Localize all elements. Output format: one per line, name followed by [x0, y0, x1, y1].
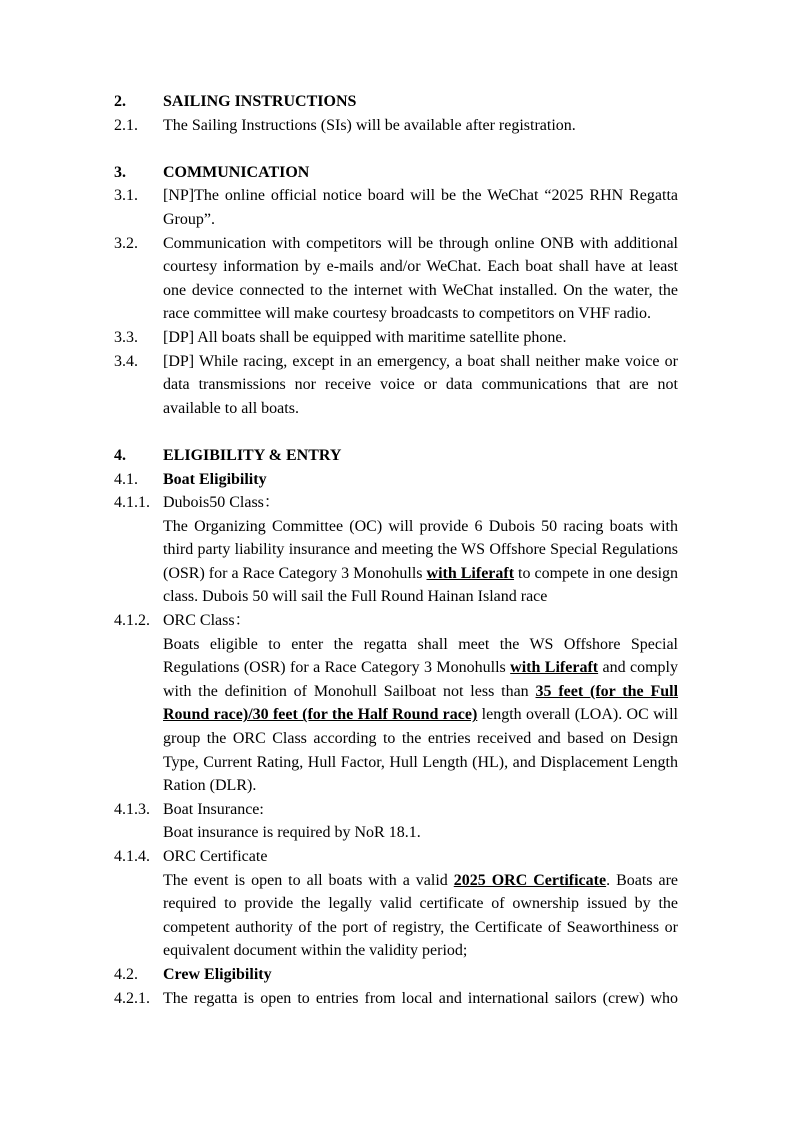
- text-run: Boat insurance is required by NoR 18.1.: [163, 824, 421, 842]
- item-number: 3.1.: [114, 187, 138, 205]
- numbered-item: [114, 184, 678, 231]
- paragraph: [114, 515, 678, 609]
- text-run: The regatta is open to entries from local and international sailors (crew) who: [163, 989, 678, 1007]
- item-text: [163, 798, 678, 822]
- paragraph: [114, 869, 678, 963]
- item-number: 4.1.2.: [114, 612, 150, 630]
- item-number: 4.1.4.: [114, 848, 150, 865]
- paragraph: [114, 633, 678, 798]
- numbered-item: [114, 468, 678, 492]
- numbered-item: [114, 232, 678, 326]
- text-run: ELIGIBILITY & ENTRY: [163, 446, 342, 464]
- item-text: [163, 468, 678, 492]
- text-run: The Sailing Instructions (SIs) will be available after registration.: [163, 116, 576, 134]
- item-text: [163, 444, 678, 468]
- item-number: 2.: [114, 93, 126, 110]
- text-run: with Liferaft: [510, 659, 599, 677]
- item-text: [163, 184, 678, 231]
- blank-line: [114, 137, 678, 161]
- item-text: [163, 845, 678, 869]
- numbered-item: [114, 326, 678, 350]
- item-text: [163, 350, 678, 421]
- numbered-item: [114, 609, 678, 633]
- numbered-item: [114, 963, 678, 987]
- text-run: Communication with competitors will be through online ONB with additional courtesy information by e-mails and/or WeChat. Each boat shall have at least one device connected to the internet with WeChat installed. On the water, the race committee will make courtesy broadcasts to competitors on VHF radio.: [163, 234, 678, 323]
- item-text: [163, 963, 678, 987]
- text-run: Crew Eligibility: [163, 965, 272, 983]
- text-run: COMMUNICATION: [163, 163, 310, 181]
- text-run: Boats eligible to enter the regatta shall meet the WS Offshore Special Regulations (OSR) for a Race Category 3 Monohulls: [163, 635, 678, 677]
- text-run: The Organizing Committee (OC) will provide 6 Dubois 50 racing boats with third party liability insurance and meeting the WS Offshore Special Regulations (OSR) for a Race Category 3 Monohulls: [163, 517, 678, 582]
- item-number: 4.1.1.: [114, 494, 150, 512]
- section-heading: [114, 161, 678, 185]
- text-run: Boat Eligibility: [163, 470, 267, 488]
- text-run: with Liferaft: [426, 564, 515, 582]
- text-run: length overall (LOA). OC will group the ORC Class according to the entries received and based on Design Type, Current Rating, Hull Factor, Hull Length (HL), and Displacement Length Ration (DLR).: [163, 706, 678, 795]
- text-run: . Boats are required to provide the legally valid certificate of ownership issued by the competent authority of the port of registry, the Certificate of Seaworthiness or equivalent document within the validity period;: [163, 871, 679, 960]
- item-number: 3.: [114, 163, 126, 181]
- item-text: [163, 161, 678, 185]
- item-text: [163, 609, 678, 633]
- item-text: [163, 232, 678, 326]
- text-run: Dubois50 Class：: [163, 494, 280, 512]
- text-run: Boat Insurance:: [163, 800, 264, 818]
- item-number: 3.3.: [114, 328, 138, 346]
- item-number: 3.4.: [114, 352, 138, 370]
- numbered-item: [114, 491, 678, 515]
- text-run: ORC Class：: [163, 612, 251, 630]
- numbered-item: [114, 350, 678, 421]
- item-number: 4.1.: [114, 470, 138, 488]
- item-text: [163, 491, 678, 515]
- text-run: ORC Certificate: [163, 848, 268, 865]
- item-number: 4.2.: [114, 965, 138, 983]
- text-run: The event is open to all boats with a valid: [163, 871, 454, 889]
- section-heading: [114, 444, 678, 468]
- text-run: to compete in one design class. Dubois 50 will sail the Full Round Hainan Island race: [163, 564, 679, 606]
- item-text: [163, 90, 678, 114]
- item-text: [163, 326, 678, 350]
- text-run: [NP]The online official notice board will be the WeChat “2025 RHN Regatta Group”.: [163, 187, 678, 228]
- text-run: [DP] All boats shall be equipped with maritime satellite phone.: [163, 328, 567, 346]
- item-number: 2.1.: [114, 116, 138, 134]
- item-number: 4.: [114, 446, 126, 464]
- numbered-item: [114, 987, 678, 1011]
- text-run: [DP] While racing, except in an emergency, a boat shall neither make voice or data transmissions nor receive voice or data communications that are not available to all boats.: [163, 352, 678, 417]
- text-run: 2025 ORC Certificate: [453, 871, 607, 889]
- item-number: 3.2.: [114, 234, 138, 252]
- numbered-item: [114, 114, 678, 138]
- text-run: and comply with the definition of Monohull Sailboat not less than: [163, 659, 679, 700]
- paragraph: [114, 821, 678, 845]
- item-number: 4.2.1.: [114, 989, 150, 1007]
- item-number: 4.1.3.: [114, 800, 150, 818]
- numbered-item: [114, 798, 678, 822]
- section-heading: [114, 90, 678, 114]
- item-text: [163, 987, 678, 1011]
- numbered-item: [114, 845, 678, 869]
- text-run: 35 feet (for the Full Round race)/30 feet (for the Half Round race): [163, 682, 679, 724]
- blank-line: [114, 420, 678, 444]
- item-text: [163, 114, 678, 138]
- text-run: SAILING INSTRUCTIONS: [163, 93, 357, 110]
